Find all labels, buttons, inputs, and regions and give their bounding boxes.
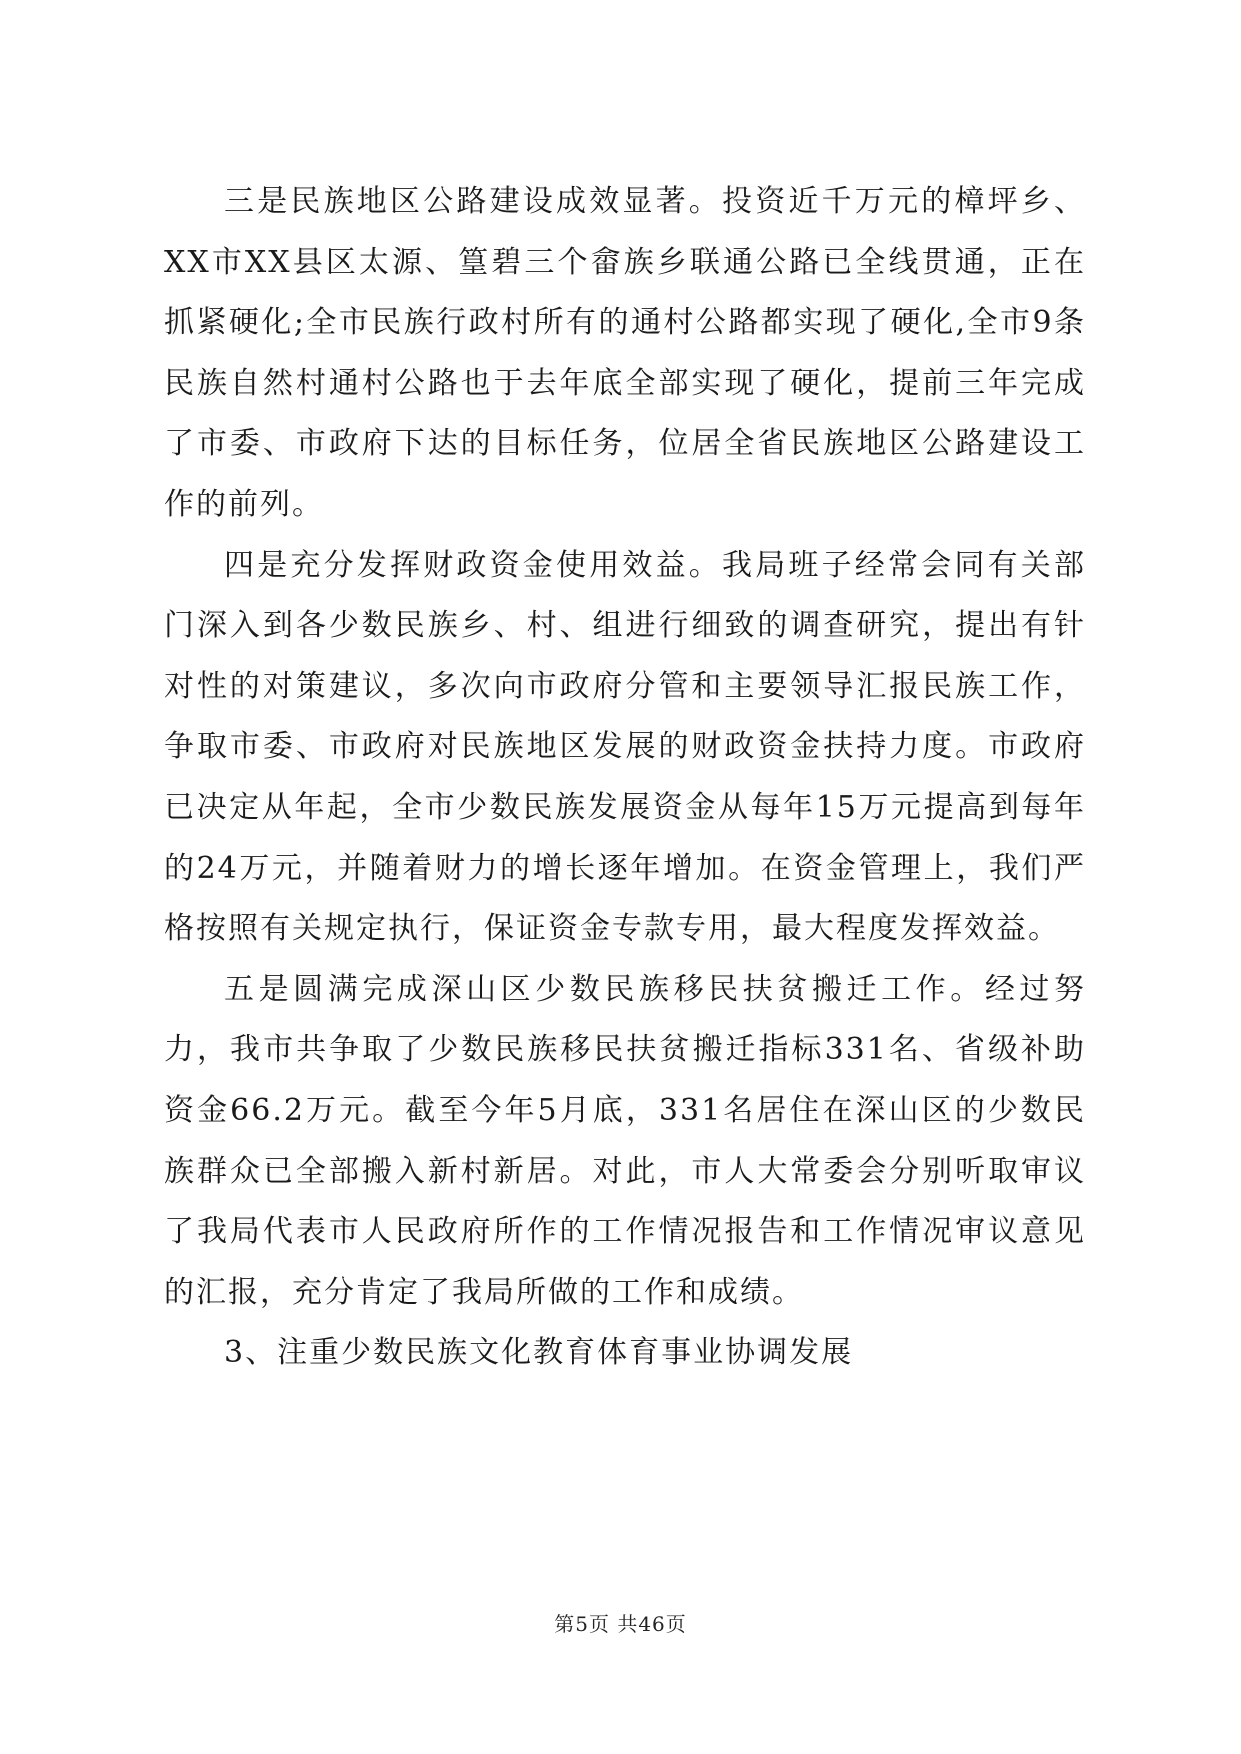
document-body [164, 172, 1086, 1384]
section-heading: 3、注重少数民族文化教育体育事业协调发展 [224, 1335, 854, 1371]
paragraph-fiscal-funds: 四是充分发挥财政资金使用效益。我局班子经常会同有关部门深入到各少数民族乡、村、组进行细致的调查研究，提出有针对性的对策建议，多次向市政府分管和主要领导汇报民族工作，争取市委、市政府对民族地区发展的财政资金扶持力度。市政府已决定从年起，全市少数民族发展资金从每年15万元提高到每年的24万元，并随着财力的增长逐年增加。在资金管理上，我们严格按照有关规定执行，保证资金专款专用，最大程度发挥效益。 [164, 547, 1086, 947]
paragraph-road-construction: 三是民族地区公路建设成效显著。投资近千万元的樟坪乡、XX市XX县区太源、篁碧三个畲族乡联通公路已全线贯通，正在抓紧硬化;全市民族行政村所有的通村公路都实现了硬化,全市9条民族自然村通村公路也于去年底全部实现了硬化，提前三年完成了市委、市政府下达的目标任务，位居全省民族地区公路建设工作的前列。 [164, 184, 1086, 522]
paragraph-relocation: 五是圆满完成深山区少数民族移民扶贫搬迁工作。经过努力，我市共争取了少数民族移民扶贫搬迁指标331名、省级补助资金66.2万元。截至今年5月底，331名居住在深山区的少数民族群众已全部搬入新村新居。对此，市人大常委会分别听取审议了我局代表市人民政府所作的工作情况报告和工作情况审议意见的汇报，充分肯定了我局所做的工作和成绩。 [164, 971, 1086, 1310]
page-number-footer: 第5页 共46页 [554, 1612, 687, 1636]
